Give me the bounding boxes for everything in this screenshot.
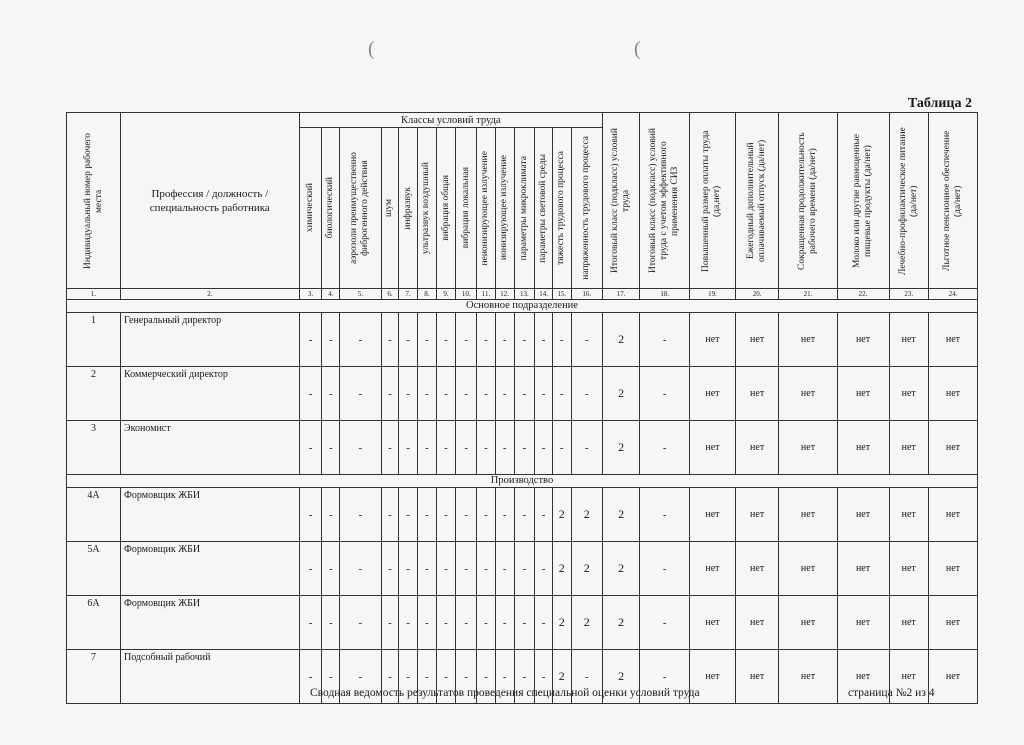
guarantee-value: нет <box>735 650 779 704</box>
factor-class: - <box>340 313 382 367</box>
column-number: 24. <box>928 289 977 300</box>
guarantee-value: нет <box>837 367 889 421</box>
workplace-id: 2 <box>67 367 121 421</box>
factor-class: - <box>495 367 514 421</box>
column-number: 18. <box>640 289 690 300</box>
header-factor: тяжесть трудового процесса <box>552 128 571 289</box>
column-number: 1. <box>67 289 121 300</box>
final-class: 2 <box>602 650 639 704</box>
guarantee-value: нет <box>837 650 889 704</box>
factor-class: - <box>381 421 399 475</box>
factor-class: - <box>417 421 436 475</box>
job-title: Подсобный рабочий <box>121 650 300 704</box>
factor-class: - <box>477 488 496 542</box>
factor-class: - <box>495 421 514 475</box>
factor-class: - <box>299 421 322 475</box>
final-class: 2 <box>602 488 639 542</box>
guarantee-value: нет <box>889 650 928 704</box>
factor-class: - <box>535 542 553 596</box>
header-factor: неионизирующее излучение <box>477 128 496 289</box>
factor-class: - <box>381 488 399 542</box>
factor-class: - <box>299 488 322 542</box>
column-number: 7. <box>399 289 418 300</box>
factor-class: - <box>322 488 340 542</box>
final-class-siz: - <box>640 488 690 542</box>
factor-class: - <box>571 650 602 704</box>
factor-class: - <box>299 650 322 704</box>
factor-class: - <box>340 596 382 650</box>
guarantee-value: нет <box>928 596 977 650</box>
factor-class: - <box>299 542 322 596</box>
header-final-class: Итоговый класс (подкласс) условий труда <box>602 113 639 289</box>
workplace-id: 7 <box>67 650 121 704</box>
factor-class: - <box>399 488 418 542</box>
factor-class: - <box>514 542 535 596</box>
factor-class: - <box>477 421 496 475</box>
final-class-siz: - <box>640 367 690 421</box>
guarantee-value: нет <box>889 313 928 367</box>
factor-class: - <box>477 367 496 421</box>
factor-class: - <box>381 596 399 650</box>
factor-class: - <box>456 650 477 704</box>
factor-class: - <box>399 367 418 421</box>
factor-class: - <box>495 313 514 367</box>
factor-class: - <box>495 596 514 650</box>
guarantee-value: нет <box>889 367 928 421</box>
header-extra: Повышенный размер оплаты труда (да,нет) <box>690 113 736 289</box>
guarantee-value: нет <box>690 596 736 650</box>
factor-class: - <box>514 367 535 421</box>
header-final-class-siz: Итоговый класс (подкласс) условий труда с учетом эффективного применения СИЗ <box>640 113 690 289</box>
factor-class: - <box>456 421 477 475</box>
table-row <box>67 367 978 421</box>
job-title: Экономист <box>121 421 300 475</box>
factor-class: 2 <box>571 542 602 596</box>
column-number: 8. <box>417 289 436 300</box>
header-factor: биологический <box>322 128 340 289</box>
stray-mark-right: ( <box>634 38 641 60</box>
guarantee-value: нет <box>735 421 779 475</box>
column-number: 9. <box>436 289 456 300</box>
job-title: Генеральный директор <box>121 313 300 367</box>
factor-class: - <box>456 488 477 542</box>
workplace-id: 5А <box>67 542 121 596</box>
guarantee-value: нет <box>889 488 928 542</box>
factor-class: - <box>571 421 602 475</box>
factor-class: - <box>436 650 456 704</box>
column-number: 5. <box>340 289 382 300</box>
header-factor: инфразвук <box>399 128 418 289</box>
factor-class: - <box>299 313 322 367</box>
table-row <box>67 542 978 596</box>
column-number: 3. <box>299 289 322 300</box>
factor-class: - <box>535 421 553 475</box>
workplace-id: 4А <box>67 488 121 542</box>
factor-class: - <box>399 313 418 367</box>
factor-class: - <box>552 421 571 475</box>
factor-class: - <box>322 421 340 475</box>
factor-class: - <box>417 650 436 704</box>
table-row <box>67 596 978 650</box>
column-number: 4. <box>322 289 340 300</box>
column-number: 17. <box>602 289 639 300</box>
factor-class: - <box>535 488 553 542</box>
final-class: 2 <box>602 313 639 367</box>
guarantee-value: нет <box>735 488 779 542</box>
final-class: 2 <box>602 367 639 421</box>
stray-mark-left: ( <box>368 38 375 60</box>
guarantee-value: нет <box>928 542 977 596</box>
factor-class: - <box>456 313 477 367</box>
guarantee-value: нет <box>779 650 837 704</box>
guarantee-value: нет <box>779 596 837 650</box>
guarantee-value: нет <box>690 421 736 475</box>
factor-class: - <box>340 542 382 596</box>
factor-class: - <box>399 421 418 475</box>
job-title: Формовщик ЖБИ <box>121 488 300 542</box>
final-class: 2 <box>602 542 639 596</box>
factor-class: - <box>477 542 496 596</box>
factor-class: - <box>514 650 535 704</box>
factor-class: - <box>552 367 571 421</box>
factor-class: - <box>495 542 514 596</box>
column-number: 13. <box>514 289 535 300</box>
footer-caption: Сводная ведомость результатов проведения специальной оценки условий труда <box>310 687 700 699</box>
factor-class: - <box>535 313 553 367</box>
factor-class: - <box>381 542 399 596</box>
header-id: Индивидуальный номер рабочего места <box>67 113 121 289</box>
factor-class: 2 <box>571 488 602 542</box>
header-extra: Льготное пенсионное обеспечение (да/нет) <box>928 113 977 289</box>
table-row <box>67 488 978 542</box>
guarantee-value: нет <box>690 367 736 421</box>
factor-class: - <box>340 488 382 542</box>
header-factor: вибрация локальная <box>456 128 477 289</box>
guarantee-value: нет <box>690 488 736 542</box>
guarantee-value: нет <box>735 542 779 596</box>
factor-class: 2 <box>552 542 571 596</box>
guarantee-value: нет <box>837 488 889 542</box>
factor-class: 2 <box>552 650 571 704</box>
job-title: Формовщик ЖБИ <box>121 542 300 596</box>
column-number: 20. <box>735 289 779 300</box>
factor-class: - <box>322 650 340 704</box>
factor-class: - <box>477 596 496 650</box>
job-title: Коммерческий директор <box>121 367 300 421</box>
section-title: Основное подразделение <box>67 300 978 313</box>
factor-class: - <box>340 650 382 704</box>
factor-class: - <box>436 367 456 421</box>
column-number: 6. <box>381 289 399 300</box>
factor-class: - <box>535 367 553 421</box>
factor-class: - <box>399 650 418 704</box>
factor-class: - <box>381 650 399 704</box>
factor-class: - <box>417 596 436 650</box>
factor-class: - <box>417 313 436 367</box>
header-factor: вибрация общая <box>436 128 456 289</box>
header-factor: параметры микроклимата <box>514 128 535 289</box>
final-class-siz: - <box>640 313 690 367</box>
final-class-siz: - <box>640 650 690 704</box>
header-factor: параметры световой среды <box>535 128 553 289</box>
workplace-id: 3 <box>67 421 121 475</box>
header-factor: шум <box>381 128 399 289</box>
guarantee-value: нет <box>779 421 837 475</box>
guarantee-value: нет <box>928 421 977 475</box>
guarantee-value: нет <box>889 421 928 475</box>
factor-class: - <box>477 313 496 367</box>
final-class: 2 <box>602 421 639 475</box>
factor-class: - <box>436 488 456 542</box>
workplace-id: 6А <box>67 596 121 650</box>
factor-class: - <box>436 313 456 367</box>
factor-class: - <box>299 596 322 650</box>
column-number: 14. <box>535 289 553 300</box>
guarantee-value: нет <box>928 313 977 367</box>
guarantee-value: нет <box>928 367 977 421</box>
guarantee-value: нет <box>837 596 889 650</box>
header-classes: Классы условий труда <box>299 113 602 128</box>
header-profession: Профессия / должность / специальность работника <box>121 113 300 289</box>
results-table <box>66 112 978 704</box>
factor-class: - <box>495 488 514 542</box>
final-class: 2 <box>602 596 639 650</box>
guarantee-value: нет <box>779 367 837 421</box>
guarantee-value: нет <box>837 313 889 367</box>
page-number: страница №2 из 4 <box>848 687 935 699</box>
factor-class: 2 <box>552 488 571 542</box>
guarantee-value: нет <box>779 313 837 367</box>
factor-class: - <box>381 367 399 421</box>
factor-class: - <box>477 650 496 704</box>
job-title: Формовщик ЖБИ <box>121 596 300 650</box>
guarantee-value: нет <box>889 542 928 596</box>
factor-class: - <box>340 367 382 421</box>
guarantee-value: нет <box>735 313 779 367</box>
table-title: Таблица 2 <box>907 96 972 111</box>
factor-class: - <box>299 367 322 421</box>
column-number: 23. <box>889 289 928 300</box>
factor-class: - <box>535 650 553 704</box>
factor-class: - <box>322 596 340 650</box>
factor-class: - <box>417 488 436 542</box>
factor-class: - <box>535 596 553 650</box>
workplace-id: 1 <box>67 313 121 367</box>
column-number: 16. <box>571 289 602 300</box>
header-extra: Молоко или другие равноценные пищевые продукты (да/нет) <box>837 113 889 289</box>
factor-class: - <box>552 313 571 367</box>
factor-class: - <box>514 596 535 650</box>
factor-class: - <box>399 542 418 596</box>
factor-class: - <box>340 421 382 475</box>
factor-class: - <box>571 313 602 367</box>
factor-class: - <box>322 542 340 596</box>
column-number: 21. <box>779 289 837 300</box>
guarantee-value: нет <box>837 542 889 596</box>
final-class-siz: - <box>640 596 690 650</box>
factor-class: - <box>456 542 477 596</box>
header-extra: Лечебно-профилактическое питание (да/нет) <box>889 113 928 289</box>
header-extra: Сокращенная продолжительность рабочего времени (да/нет) <box>779 113 837 289</box>
header-factor: напряженность трудового процесса <box>571 128 602 289</box>
column-number: 11. <box>477 289 496 300</box>
section-title: Производство <box>67 475 978 488</box>
column-number: 10. <box>456 289 477 300</box>
guarantee-value: нет <box>928 488 977 542</box>
guarantee-value: нет <box>735 367 779 421</box>
column-number: 2. <box>121 289 300 300</box>
header-factor: аэрозоли преимущественно фиброгенного действия <box>340 128 382 289</box>
factor-class: - <box>436 596 456 650</box>
factor-class: - <box>456 367 477 421</box>
final-class-siz: - <box>640 542 690 596</box>
header-factor: ультразвук воздушный <box>417 128 436 289</box>
guarantee-value: нет <box>928 650 977 704</box>
header-extra: Ежегодный дополнительный оплачиваемый отпуск (да/нет) <box>735 113 779 289</box>
guarantee-value: нет <box>779 488 837 542</box>
factor-class: - <box>381 313 399 367</box>
factor-class: - <box>399 596 418 650</box>
header-factor: ионизирующее излучение <box>495 128 514 289</box>
factor-class: - <box>322 367 340 421</box>
guarantee-value: нет <box>779 542 837 596</box>
guarantee-value: нет <box>889 596 928 650</box>
factor-class: 2 <box>552 596 571 650</box>
column-number: 15. <box>552 289 571 300</box>
factor-class: - <box>322 313 340 367</box>
factor-class: - <box>417 367 436 421</box>
factor-class: - <box>436 542 456 596</box>
guarantee-value: нет <box>690 650 736 704</box>
table-row <box>67 421 978 475</box>
guarantee-value: нет <box>690 542 736 596</box>
factor-class: - <box>417 542 436 596</box>
factor-class: - <box>514 313 535 367</box>
guarantee-value: нет <box>690 313 736 367</box>
factor-class: - <box>456 596 477 650</box>
final-class-siz: - <box>640 421 690 475</box>
column-number: 12. <box>495 289 514 300</box>
guarantee-value: нет <box>837 421 889 475</box>
factor-class: - <box>571 367 602 421</box>
factor-class: - <box>495 650 514 704</box>
column-number: 22. <box>837 289 889 300</box>
factor-class: 2 <box>571 596 602 650</box>
guarantee-value: нет <box>735 596 779 650</box>
factor-class: - <box>436 421 456 475</box>
header-factor: химический <box>299 128 322 289</box>
table-row <box>67 313 978 367</box>
factor-class: - <box>514 488 535 542</box>
factor-class: - <box>514 421 535 475</box>
column-number: 19. <box>690 289 736 300</box>
